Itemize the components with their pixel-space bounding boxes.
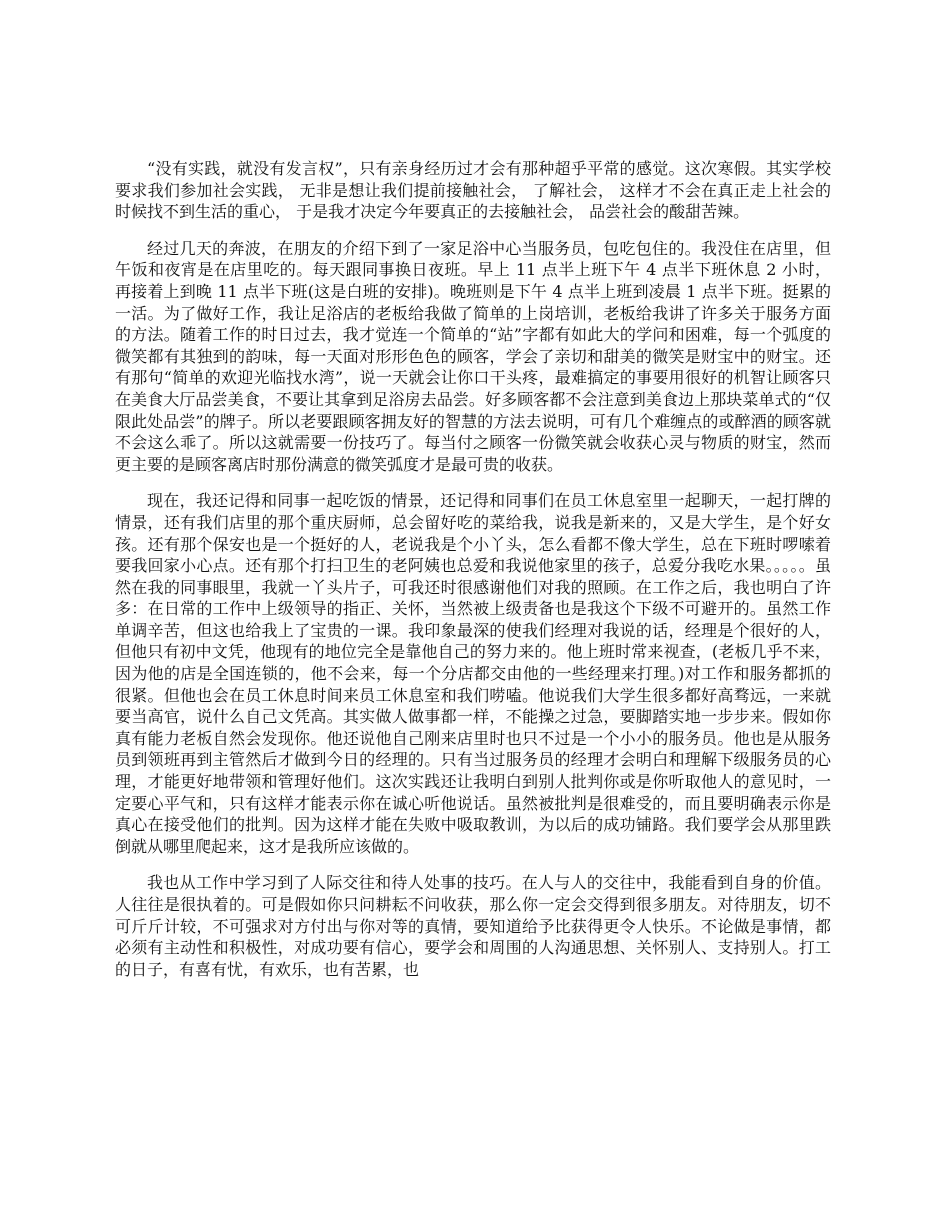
paragraph-intro: “没有实践，就没有发言权”，只有亲身经历过才会有那种超乎平常的感觉。这次寒假。其实学校要求我们参加社会实践， 无非是想让我们提前接触社会， 了解社会， 这样才不会在真正走上社会的时候找不到生活的重心， 于是我才决定今年要真正的去接触社会， 品尝社会的酸甜苦辣。	[115, 159, 831, 222]
paragraph-colleagues: 现在，我还记得和同事一起吃饭的情景，还记得和同事们在员工休息室里一起聊天，一起打牌的情景，还有我们店里的那个重庆厨师，总会留好吃的菜给我，说我是新来的，又是大学生，是个好女孩。还有那个保安也是一个挺好的人，老说我是个小丫头，怎么看都不像大学生，总在下班时啰嗦着要我回家小心点。还有那个打扫卫生的老阿姨也总爱和我说他家里的孩子，总爱分我吃水果。。。。。虽然在我的同事眼里，我就一丫头片子，可我还时很感谢他们对我的照顾。在工作之后，我也明白了许多：在日常的工作中上级领导的指正、关怀，当然被上级责备也是我这个下级不可避开的。虽然工作单调辛苦，但这也给我上了宝贵的一课。我印象最深的使我们经理对我说的话，经理是个很好的人，但他只有初中文凭，他现有的地位完全是靠他自己的努力来的。他上班时常来视查，(老板几乎不来，因为他的店是全国连锁的，他不会来，每一个分店都交由他的一些经理来打理。)对工作和服务都抓的很紧。但他也会在员工休息时间来员工休息室和我们唠嗑。他说我们大学生很多都好高骛远，一来就要当高官，说什么自己文凭高。其实做人做事都一样，不能操之过急，要脚踏实地一步步来。假如你真有能力老板自然会发现你。他还说他自己刚来店里时也只不过是一个小小的服务员。他也是从服务员到领班再到主管然后才做到今日的经理的。只有当过服务员的经理才会明白和理解下级服务员的心理，才能更好地带领和管理好他们。这次实践还让我明白到别人批判你或是你听取他人的意见时，一定要心平气和，只有这样才能表示你在诚心听他说话。虽然被批判是很难受的，而且要明确表示你是真心在接受他们的批判。因为这样才能在失败中吸取教训，为以后的成功铺路。我们要学会从那里跌倒就从哪里爬起来，这才是我所应该做的。	[115, 491, 831, 856]
document-page	[115, 158, 831, 995]
paragraph-work-experience: 经过几天的奔波，在朋友的介绍下到了一家足浴中心当服务员，包吃包住的。我没住在店里，但午饭和夜宵是在店里吃的。每天跟同事换日夜班。早上 11 点半上班下午 4 点半下班休息 2 小时， 再接着上到晚 11 点半下班(这是白班的安排)。晚班则是下午 4 点半上班到凌晨 1 点半下班。挺累的一活。为了做好工作，我让足浴店的老板给我做了简单的上岗培训，老板给我讲了许多关于服务方面的方法。随着工作的时日过去，我才觉连一个简单的“站”字都有如此大的学问和困难，每一个弧度的微笑都有其独到的韵味，每一天面对形形色色的顾客，学会了亲切和甜美的微笑是财宝中的财宝。还有那句“简单的欢迎光临找水湾”，说一天就会让你口干头疼，最难搞定的事要用很好的机智让顾客只在美食大厅品尝美食，不要让其拿到足浴房去品尝。好多顾客都不会注意到美食边上那块菜单式的“仅限此处品尝”的牌子。所以老要跟顾客拥友好的智慧的方法去说明，可有几个难缠点的或醉酒的顾客就不会这么乖了。所以这就需要一份技巧了。每当付之顾客一份微笑就会收获心灵与物质的财宝，然而更主要的是顾客离店时那份满意的微笑弧度才是最可贵的收获。	[115, 238, 831, 474]
paragraph-interpersonal-skills: 我也从工作中学习到了人际交往和待人处事的技巧。在人与人的交往中，我能看到自身的价值。人往往是很执着的。可是假如你只问耕耘不问收获，那么你一定会交得到很多朋友。对待朋友，切不可斤斤计较，不可强求对方付出与你对等的真情，要知道给予比获得更令人快乐。不论做是事情，都必须有主动性和积极性，对成功要有信心，要学会和周围的人沟通思想、关怀别人、支持别人。打工的日子，有喜有忧，有欢乐，也有苦累，也	[115, 873, 831, 979]
